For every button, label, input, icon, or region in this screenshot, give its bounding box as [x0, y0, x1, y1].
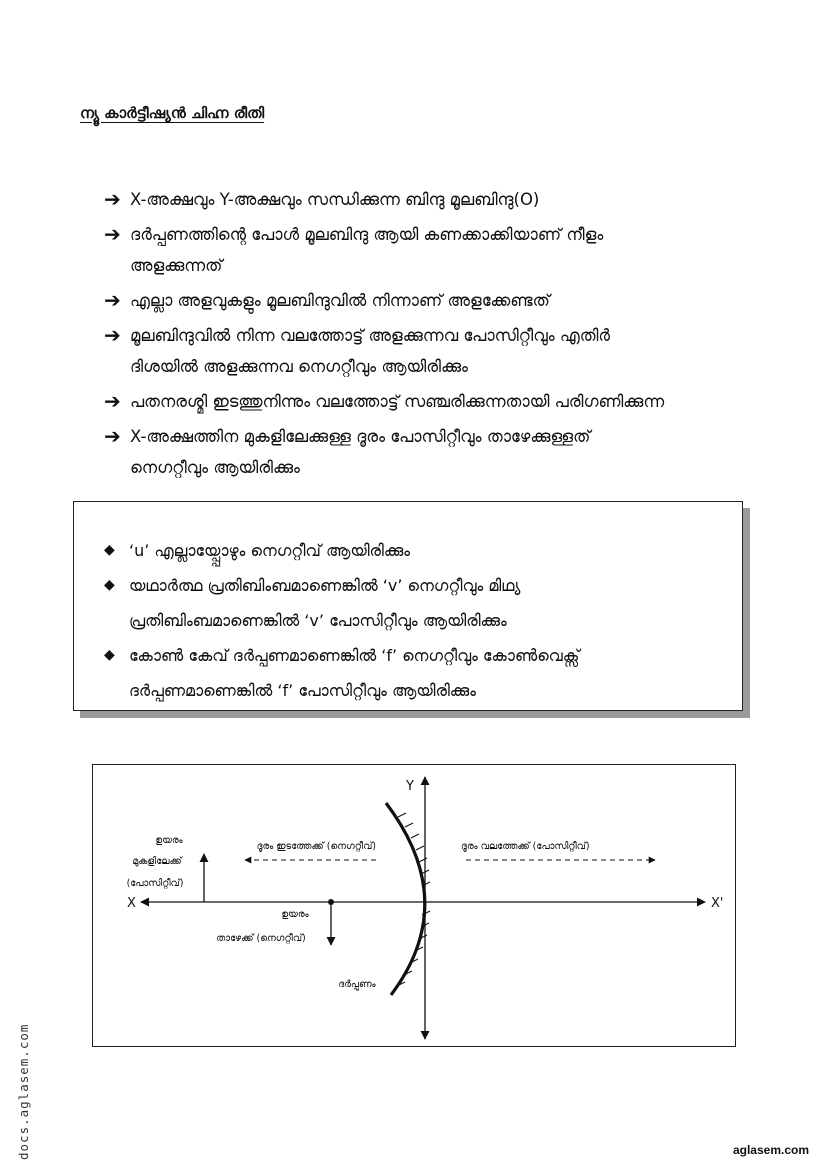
right-arrow-icon: ➔	[104, 288, 121, 312]
diamond-bullet-icon: ◆	[104, 542, 115, 558]
summary-line: യഥാർത്ഥ പ്രതിബിംബമാണെങ്കിൽ ‘v’ നെഗറ്റീവും മിഥ്യ	[129, 576, 521, 595]
x-right-label: X'	[711, 896, 724, 911]
right-arrow-icon: ➔	[104, 222, 121, 246]
summary-item	[104, 533, 724, 568]
rule-item	[104, 386, 784, 417]
rule-item	[104, 219, 784, 281]
summary-box	[73, 501, 743, 711]
height-up-label-2: മുകളിലേക്ക്	[132, 856, 182, 867]
rule-line: X-അക്ഷത്തിന മുകളിലേക്കുള്ള ദൂരം പോസിറ്റീവും താഴേക്കുള്ളത്	[130, 427, 591, 446]
rule-line: പതനരശ്മി ഇടത്തുനിന്നും വലത്തോട്ട് സഞ്ചരിക്കുന്നതായി പരിഗണിക്കുന്ന	[130, 392, 665, 411]
rule-item	[104, 421, 784, 483]
diamond-bullet-icon: ◆	[104, 577, 115, 593]
sign-convention-rules	[104, 184, 784, 487]
left-distance-label: ദൂരം ഇടത്തേക്ക് (നെഗറ്റീവ്)	[256, 841, 376, 852]
y-axis-label: Y	[406, 779, 414, 794]
summary-item	[104, 568, 724, 638]
right-arrow-icon: ➔	[104, 187, 121, 211]
rule-line: ദർപ്പണത്തിന്റെ പോൾ മൂലബിന്ദു ആയി കണക്കാക്കിയാണ് നീളം	[130, 225, 604, 244]
height-down-label-1: ഉയരം	[281, 909, 309, 920]
height-down-label-2: താഴേക്ക് (നെഗറ്റീവ്)	[216, 933, 306, 944]
mirror-label: ദർപ്പണം	[338, 979, 376, 990]
summary-line: ദർപ്പണമാണെങ്കിൽ ‘f’ പോസിറ്റീവും ആയിരിക്കും	[129, 681, 476, 700]
page-title: ന്യൂ കാർട്ടീഷ്യൻ ചിഹ്ന രീതി	[80, 104, 265, 122]
rule-item	[104, 320, 784, 382]
rule-item	[104, 285, 784, 316]
rule-line: X-അക്ഷവും Y-അക്ഷവും സന്ധിക്കുന്ന ബിന്ദു മൂലബിന്ദു(O)	[130, 190, 540, 209]
summary-list	[104, 533, 724, 708]
x-left-label: X	[127, 896, 136, 911]
rule-line: മൂലബിന്ദുവിൽ നിന്ന വലത്തോട്ട് അളക്കുന്നവ പോസിറ്റീവും എതിർ	[130, 326, 610, 345]
height-up-label-1: ഉയരം	[155, 835, 183, 846]
summary-line: പ്രതിബിംബമാണെങ്കിൽ ‘v’ പോസിറ്റീവും ആയിരിക്കും	[129, 611, 507, 630]
summary-line: കോൺ കേവ് ദർപ്പണമാണെങ്കിൽ ‘f’ നെഗറ്റീവും കോൺവെക്സ്	[129, 646, 580, 665]
diagram-canvas	[93, 765, 735, 1046]
summary-line: ‘u’ എല്ലായ്പ്പോഴും നെഗറ്റീവ് ആയിരിക്കും	[129, 541, 411, 560]
right-arrow-icon: ➔	[104, 389, 121, 413]
right-distance-label: ദൂരം വലത്തേക്ക് (പോസിറ്റീവ്)	[461, 841, 590, 852]
diamond-bullet-icon: ◆	[104, 647, 115, 663]
height-up-label-3: (പോസിറ്റീവ്)	[126, 878, 184, 889]
rule-line: എല്ലാ അളവുകളും മൂലബിന്ദുവിൽ നിന്നാണ് അളക്കേണ്ടത്	[130, 291, 550, 310]
sidebar-url: docs.aglasem.com	[16, 1023, 31, 1160]
footer-brand: aglasem.com	[732, 1143, 809, 1157]
right-arrow-icon: ➔	[104, 424, 121, 448]
summary-item	[104, 638, 724, 708]
rule-line: അളക്കുന്നത്	[130, 256, 223, 275]
rule-line: ദിശയിൽ അളക്കുന്നവ നെഗറ്റീവും ആയിരിക്കും	[130, 357, 468, 376]
sign-convention-diagram	[92, 764, 736, 1047]
concave-mirror	[386, 803, 425, 995]
right-arrow-icon: ➔	[104, 323, 121, 347]
rule-item	[104, 184, 784, 215]
rule-line: നെഗറ്റീവും ആയിരിക്കും	[130, 458, 300, 477]
